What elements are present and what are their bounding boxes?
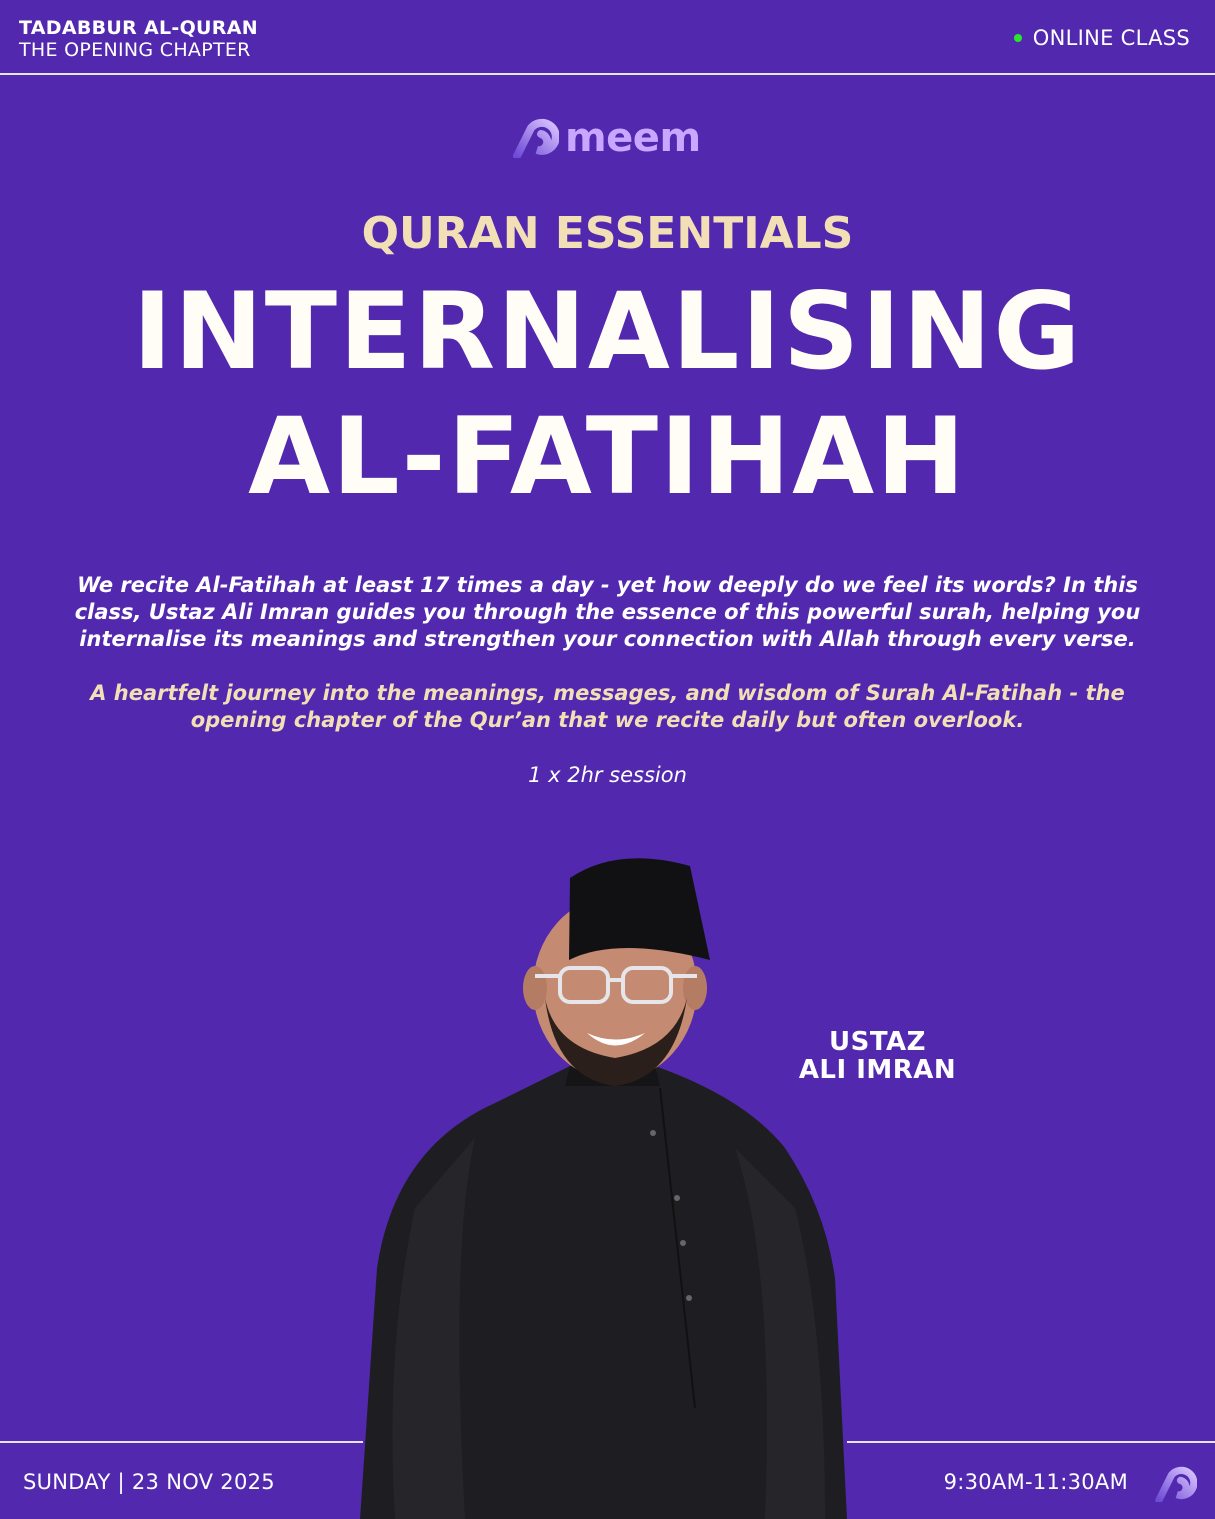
series-subtitle: THE OPENING CHAPTER [19, 39, 251, 61]
course-kicker: QURAN ESSENTIALS [361, 208, 854, 259]
series-title: TADABBUR AL-QURAN [19, 17, 258, 39]
speaker-photo [355, 848, 855, 1519]
meem-loop-icon-footer [1155, 1466, 1197, 1502]
brand-logo [513, 115, 701, 161]
bottom-divider-left [0, 1441, 363, 1443]
headline-line-2: AL-FATIHAH [248, 395, 967, 518]
headline-line-1: INTERNALISING [132, 270, 1083, 393]
event-time: 9:30AM-11:30AM [943, 1470, 1128, 1494]
speaker-name-block [780, 1028, 975, 1084]
course-description: We recite Al-Fatihah at least 17 times a day - yet how deeply do we feel its words? In this class, Ustaz Ali Imran guides you through the essence of this powerful surah, helping you internalise its meanings and strengthen your connection with Allah through every verse. [74, 573, 1141, 651]
speaker-name: ALI IMRAN [798, 1055, 957, 1085]
top-divider [0, 73, 1215, 75]
live-dot-icon [1014, 34, 1022, 42]
online-class-label: ONLINE CLASS [1032, 26, 1190, 50]
speaker-title: USTAZ [828, 1027, 927, 1057]
online-class-indicator [1014, 26, 1190, 50]
session-info: 1 x 2hr session [528, 763, 687, 787]
course-tagline: A heartfelt journey into the meanings, messages, and wisdom of Surah Al-Fatihah - the opening chapter of the Qur’an that we recite daily but often overlook. [90, 681, 1125, 732]
meem-loop-icon [513, 118, 559, 158]
bottom-divider-right [847, 1441, 1215, 1443]
event-date: SUNDAY | 23 NOV 2025 [23, 1470, 275, 1494]
brand-name: meem [565, 115, 701, 161]
